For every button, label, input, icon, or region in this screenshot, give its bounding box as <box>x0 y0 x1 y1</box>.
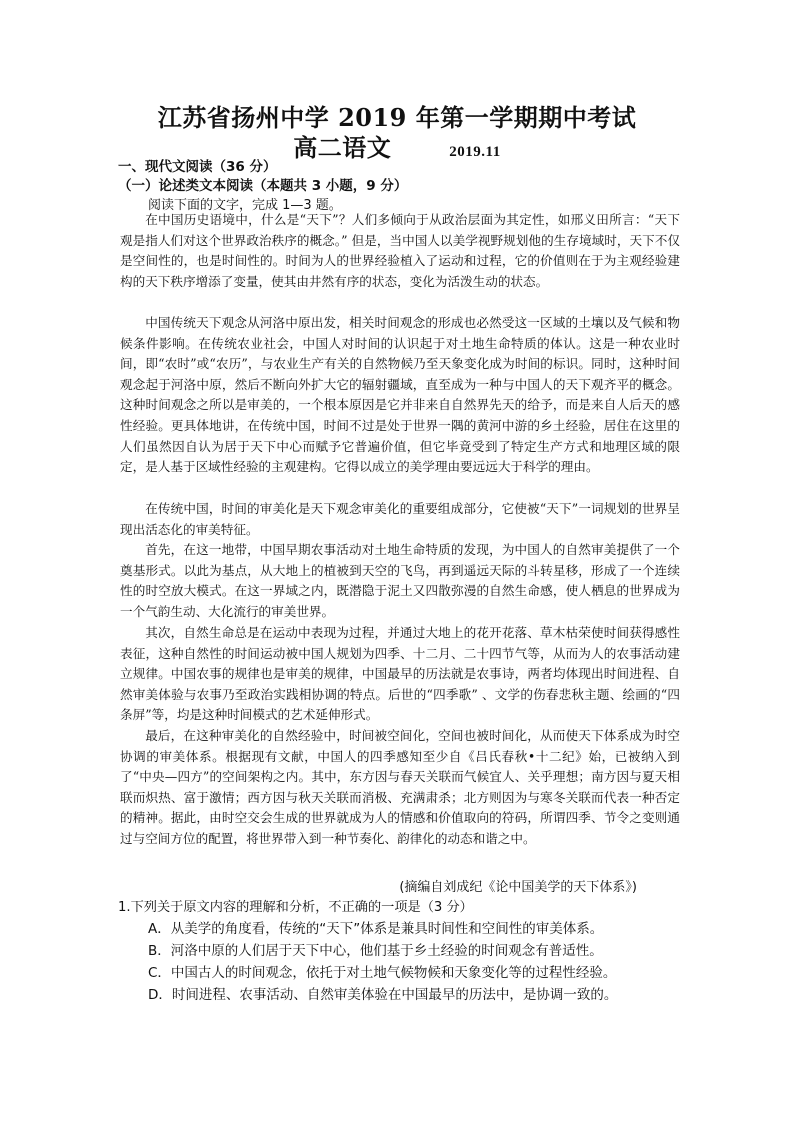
reading-instruction: 阅读下面的文字，完成 1—3 题。 <box>148 198 342 213</box>
option-c: C．中国古人的时间观念，依托于对土地气候物候和天象变化等的过程性经验。 <box>148 965 617 981</box>
paragraph-text: 首先，在这一地带，中国早期农事活动对土地生命特质的发现，为中国人的自然审美提供了一个奠基形式。以此为基点，从大地上的植被到天空的飞鸟，再到遥远天际的斗转星移，形成了一个连续性的时空放大模式。在这一界域之内，既潜隐于泥土又四散弥漫的自然生命感，使人栖息的世界成为一个气韵生动、大化流行的审美世界。 <box>120 542 680 619</box>
paragraph-text: 其次，自然生命总是在运动中表现为过程，并通过大地上的花开花落、草木枯荣使时间获得感性表征，这种自然性的时间运动被中国人规划为四季、十二月、二十四节气等，从而为人的农事活动建立规律。中国农事的规律也是审美的规律，中国最早的历法就是农事诗，两者均体现出时间进程、自然审美体验与农事乃至政治实践相协调的特点。后世的“四季歌” 、文学的伤春悲秋主题、绘画的“四条屏”等，均是这种时间模式的艺术延伸形式。 <box>120 625 680 723</box>
paragraph-text: 最后，在这种审美化的自然经验中，时间被空间化，空间也被时间化，从而使天下体系成为时空协调的审美体系。根据现有文献，中国人的四季感知至少自《吕氏春秋•十二纪》始，已被纳入到了“中央—四方”的空间架构之内。其中，东方因与春天关联而气候宜人、关乎理想；南方因与夏天相联而炽热、富于激情；西方因与秋天关联而消极、充满肃杀；北方则因为与寒冬关联而代表一种否定的精神。据此，由时空交会生成的世界就成为人的情感和价值取向的符码，所谓四季、节令之变则通过与空间方位的配置，将世界带入到一种节奏化、韵律化的动态和谐之中。 <box>120 728 680 846</box>
passage-paragraph-1 <box>120 210 680 292</box>
question-1-stem: 1.下列关于原文内容的理解和分析，不正确的一项是（3 分） <box>118 900 473 915</box>
section-heading: 一、现代文阅读（36 分） <box>118 159 277 175</box>
passage-paragraph-6 <box>120 726 680 850</box>
subsection-heading: （一）论述类文本阅读（本题共 3 小题，9 分） <box>118 178 408 194</box>
option-d: D．时间进程、农事活动、自然审美体验在中国最早的历法中，是协调一致的。 <box>148 987 618 1003</box>
paragraph-text: 在传统中国，时间的审美化是天下观念审美化的重要组成部分，它使被“天下”一词规划的世界呈现出活态化的审美特征。 <box>120 501 680 537</box>
paragraph-text: 中国传统天下观念从河洛中原出发，相关时间观念的形成也必然受这一区域的土壤以及气候和物候条件影响。在传统农业社会，中国人对时间的认识起于对土地生命特质的体认。这是一种农业时间，即“农时”或“农历”，与农业生产有关的自然物候乃至天象变化成为时间的标识。同时，这种时间观念起于河洛中原，然后不断向外扩大它的辐射疆域，直至成为一种与中国人的天下观齐平的概念。这种时间观念之所以是审美的，一个根本原因是它并非来自自然界先天的给予，而是来自人后天的感性经验。更具体地讲，在传统中国，时间不过是处于世界一隅的黄河中游的乡土经验，居住在这里的人们虽然因自认为居于天下中心而赋予它普遍价值，但它毕竟受到了特定生产方式和地理区域的限定，是人基于区域性经验的主观建构。它得以成立的美学理由要远远大于科学的理由。 <box>120 315 680 475</box>
passage-paragraph-4 <box>120 540 680 622</box>
paragraph-text: 在中国历史语境中，什么是“天下”？人们多倾向于从政治层面为其定性，如邢义田所言：“天下观是指人们对这个世界政治秩序的概念。” 但是，当中国人以美学视野规划他的生存境域时，天下不仅是空间性的，也是时间性的。时间为人的世界经验植入了运动和过程，它的价值则在于为主观经验建构的天下秩序增添了变量，使其由井然有序的状态，变化为活泼生动的状态。 <box>120 212 680 289</box>
question-1-options <box>148 918 617 1006</box>
exam-title: 江苏省扬州中学 2019 年第一学期期中考试 <box>157 103 637 132</box>
passage-paragraph-5 <box>120 623 680 726</box>
passage-paragraph-3 <box>120 499 680 540</box>
option-a: A．从美学的角度看，传统的“天下”体系是兼具时间性和空间性的审美体系。 <box>148 921 604 937</box>
passage-paragraph-2 <box>120 313 680 478</box>
exam-date: 2019.11 <box>449 144 501 160</box>
option-b: B．河洛中原的人们居于天下中心，他们基于乡土经验的时间观念有普适性。 <box>148 943 603 959</box>
passage-source: (摘编自刘成纪《论中国美学的天下体系》) <box>399 880 637 895</box>
subject-label: 高二语文 <box>293 133 392 162</box>
